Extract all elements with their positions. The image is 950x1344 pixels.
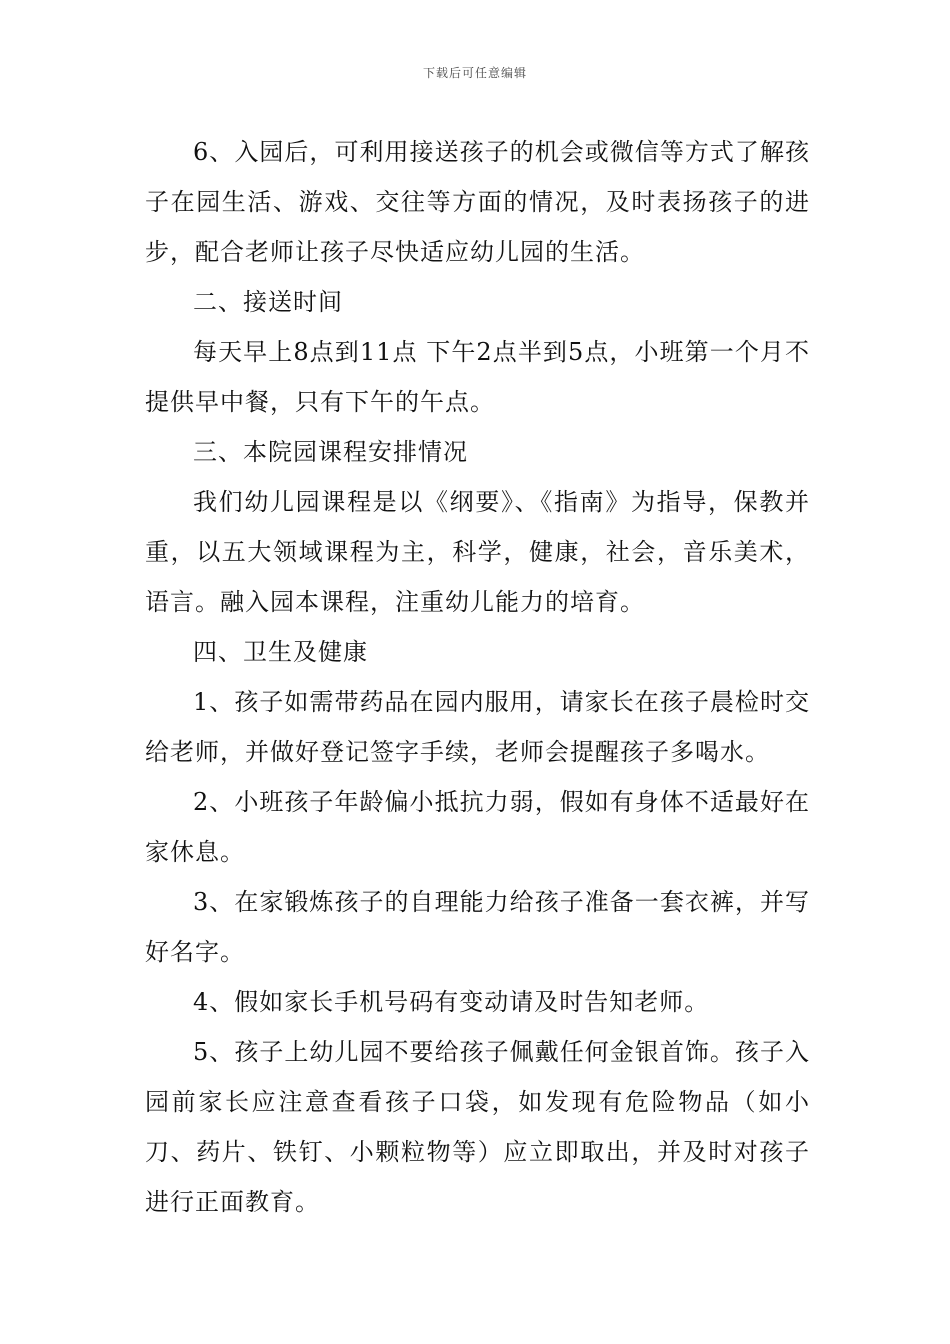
paragraph-health-rest: 2、小班孩子年龄偏小抵抗力弱，假如有身体不适最好在家休息。 <box>145 788 810 866</box>
paragraph-health-medicine: 1、孩子如需带药品在园内服用，请家长在孩子晨检时交给老师，并做好登记签字手续，老师会提醒孩子多喝水。 <box>145 688 810 766</box>
paragraph-health-safety: 5、孩子上幼儿园不要给孩子佩戴任何金银首饰。孩子入园前家长应注意查看孩子口袋，如发现有危险物品（如小刀、药片、铁钉、小颗粒物等）应立即取出，并及时对孩子进行正面教育。 <box>145 1038 810 1216</box>
paragraph-pickup-communication: 6、入园后，可利用接送孩子的机会或微信等方式了解孩子在园生活、游戏、交往等方面的情况，及时表扬孩子的进步，配合老师让孩子尽快适应幼儿园的生活。 <box>145 138 810 266</box>
page-header: 下载后可任意编辑 <box>422 66 527 80</box>
paragraph-health-phone: 4、假如家长手机号码有变动请及时告知老师。 <box>193 988 710 1016</box>
section-heading-pickup-time: 二、接送时间 <box>193 288 343 316</box>
paragraph-pickup-hours: 每天早上8点到11点 下午2点半到5点，小班第一个月不提供早中餐，只有下午的午点。 <box>145 338 810 416</box>
section-heading-health: 四、卫生及健康 <box>193 638 368 666</box>
paragraph-health-clothes: 3、在家锻炼孩子的自理能力给孩子准备一套衣裤，并写好名字。 <box>145 888 810 966</box>
document-body <box>145 127 810 1227</box>
paragraph-curriculum: 我们幼儿园课程是以《纲要》、《指南》为指导，保教并重，以五大领域课程为主，科学，健康，社会，音乐美术，语言。融入园本课程，注重幼儿能力的培育。 <box>145 488 810 616</box>
section-heading-curriculum: 三、本院园课程安排情况 <box>193 438 468 466</box>
